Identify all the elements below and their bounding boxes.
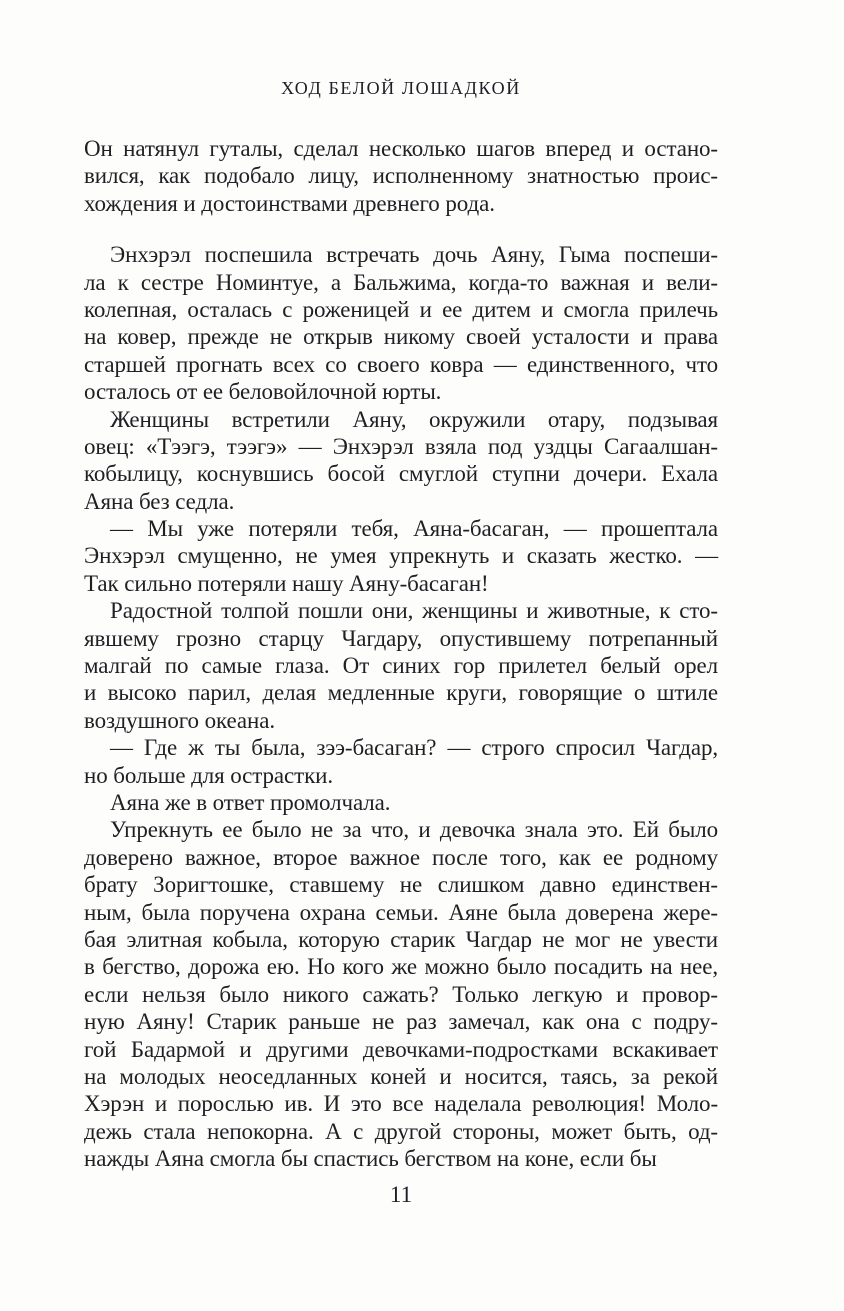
paragraph [84,406,718,516]
text-line: брату Зоригтошке, ставшему не слишком давно единствен- [84,872,718,898]
text-line: ла к сестре Номинтуе, а Бальжима, когда-то важная и вели- [84,269,718,295]
text-line: ную Аяну! Старик раньше не раз замечал, как она с подру- [84,1009,718,1035]
text-line: Так сильно потеряли нашу Аяну-басаган! [84,570,489,596]
text-line: старшей прогнать всех со своего ковра — единственного, что [84,351,718,377]
text-line: — Мы уже потеряли тебя, Аяна-басаган, — прошептала [110,516,718,542]
text-line: Женщины встретили Аяну, окружили отару, подзывая [110,406,718,432]
text-line: Энхэрэл смущенно, не умея упрекнуть и сказать жестко. — [84,543,718,569]
text-line: в бегство, дорожа ею. Но кого же можно было посадить на нее, [84,954,718,980]
text-block [84,135,718,1172]
text-line: доверено важное, второе важное после того, как ее родному [84,844,718,870]
text-line: Аяна без седла. [84,488,235,514]
text-line: Он натянул гуталы, сделал несколько шагов вперед и остано- [84,136,718,161]
text-line: и высоко парил, делая медленные круги, говорящие о штиле [84,680,718,706]
text-line: Радостной толпой пошли они, женщины и животные, к сто- [110,598,718,624]
text-line: нажды Аяна смогла бы спастись бегством на коне, если бы [84,1146,657,1172]
text-line: — Где ж ты была, зээ-басаган? — строго спросил Чагдар, [110,735,718,761]
text-line: Упрекнуть ее было не за что, и девочка знала это. Ей было [110,817,718,843]
text-line: кобылицу, коснувшись босой смуглой ступни дочери. Ехала [84,461,718,487]
paragraph [84,241,718,405]
text-line: гой Бадармой и другими девочками-подростками вскакивает [84,1036,718,1062]
text-line: ным, была поручена охрана семьи. Аяне была доверена жере- [84,899,718,925]
paragraph [84,789,718,816]
text-line: но больше для острастки. [84,762,334,788]
text-line: если нельзя было никого сажать? Только легкую и провор- [84,981,718,1007]
text-line: на ковер, прежде не открыв никому своей усталости и права [84,324,718,350]
text-line: Энхэрэл поспешила встречать дочь Аяну, Гыма поспеши- [110,242,718,268]
text-line: Аяна же в ответ промолчала. [110,789,391,815]
running-head: ХОД БЕЛОЙ ЛОШАДКОЙ [281,78,521,98]
text-line: дежь стала непокорна. А с другой стороны, может быть, од- [84,1118,718,1144]
text-line: на молодых неоседланных коней и носится, таясь, за рекой [84,1063,718,1089]
text-line: воздушного океана. [84,707,275,733]
text-line: осталось от ее беловойлочной юрты. [84,379,442,405]
text-line: малгай по самые глаза. От синих гор прилетел белый орел [84,653,718,679]
paragraph [84,515,718,597]
paragraph [84,816,718,1172]
page-number: 11 [389,1182,413,1207]
text-line: хождения и достоинствами древнего рода. [84,190,495,216]
text-line: овец: «Тээгэ, тээгэ» — Энхэрэл взяла под уздцы Сагаалшан- [84,433,718,459]
paragraph [84,734,718,789]
text-line: вился, как подобало лицу, исполненному знатностью проис- [84,163,718,189]
text-line: бая элитная кобыла, которую старик Чагдар не мог не увести [84,926,718,952]
paragraph [84,135,718,217]
text-line: колепная, осталась с роженицей и ее дитем и смогла прилечь [84,296,718,322]
text-line: Хэрэн и порослью ив. И это все наделала революция! Моло- [84,1091,718,1117]
text-line: явшему грозно старцу Чагдару, опустившему потрепанный [84,625,718,651]
paragraph [84,597,718,734]
